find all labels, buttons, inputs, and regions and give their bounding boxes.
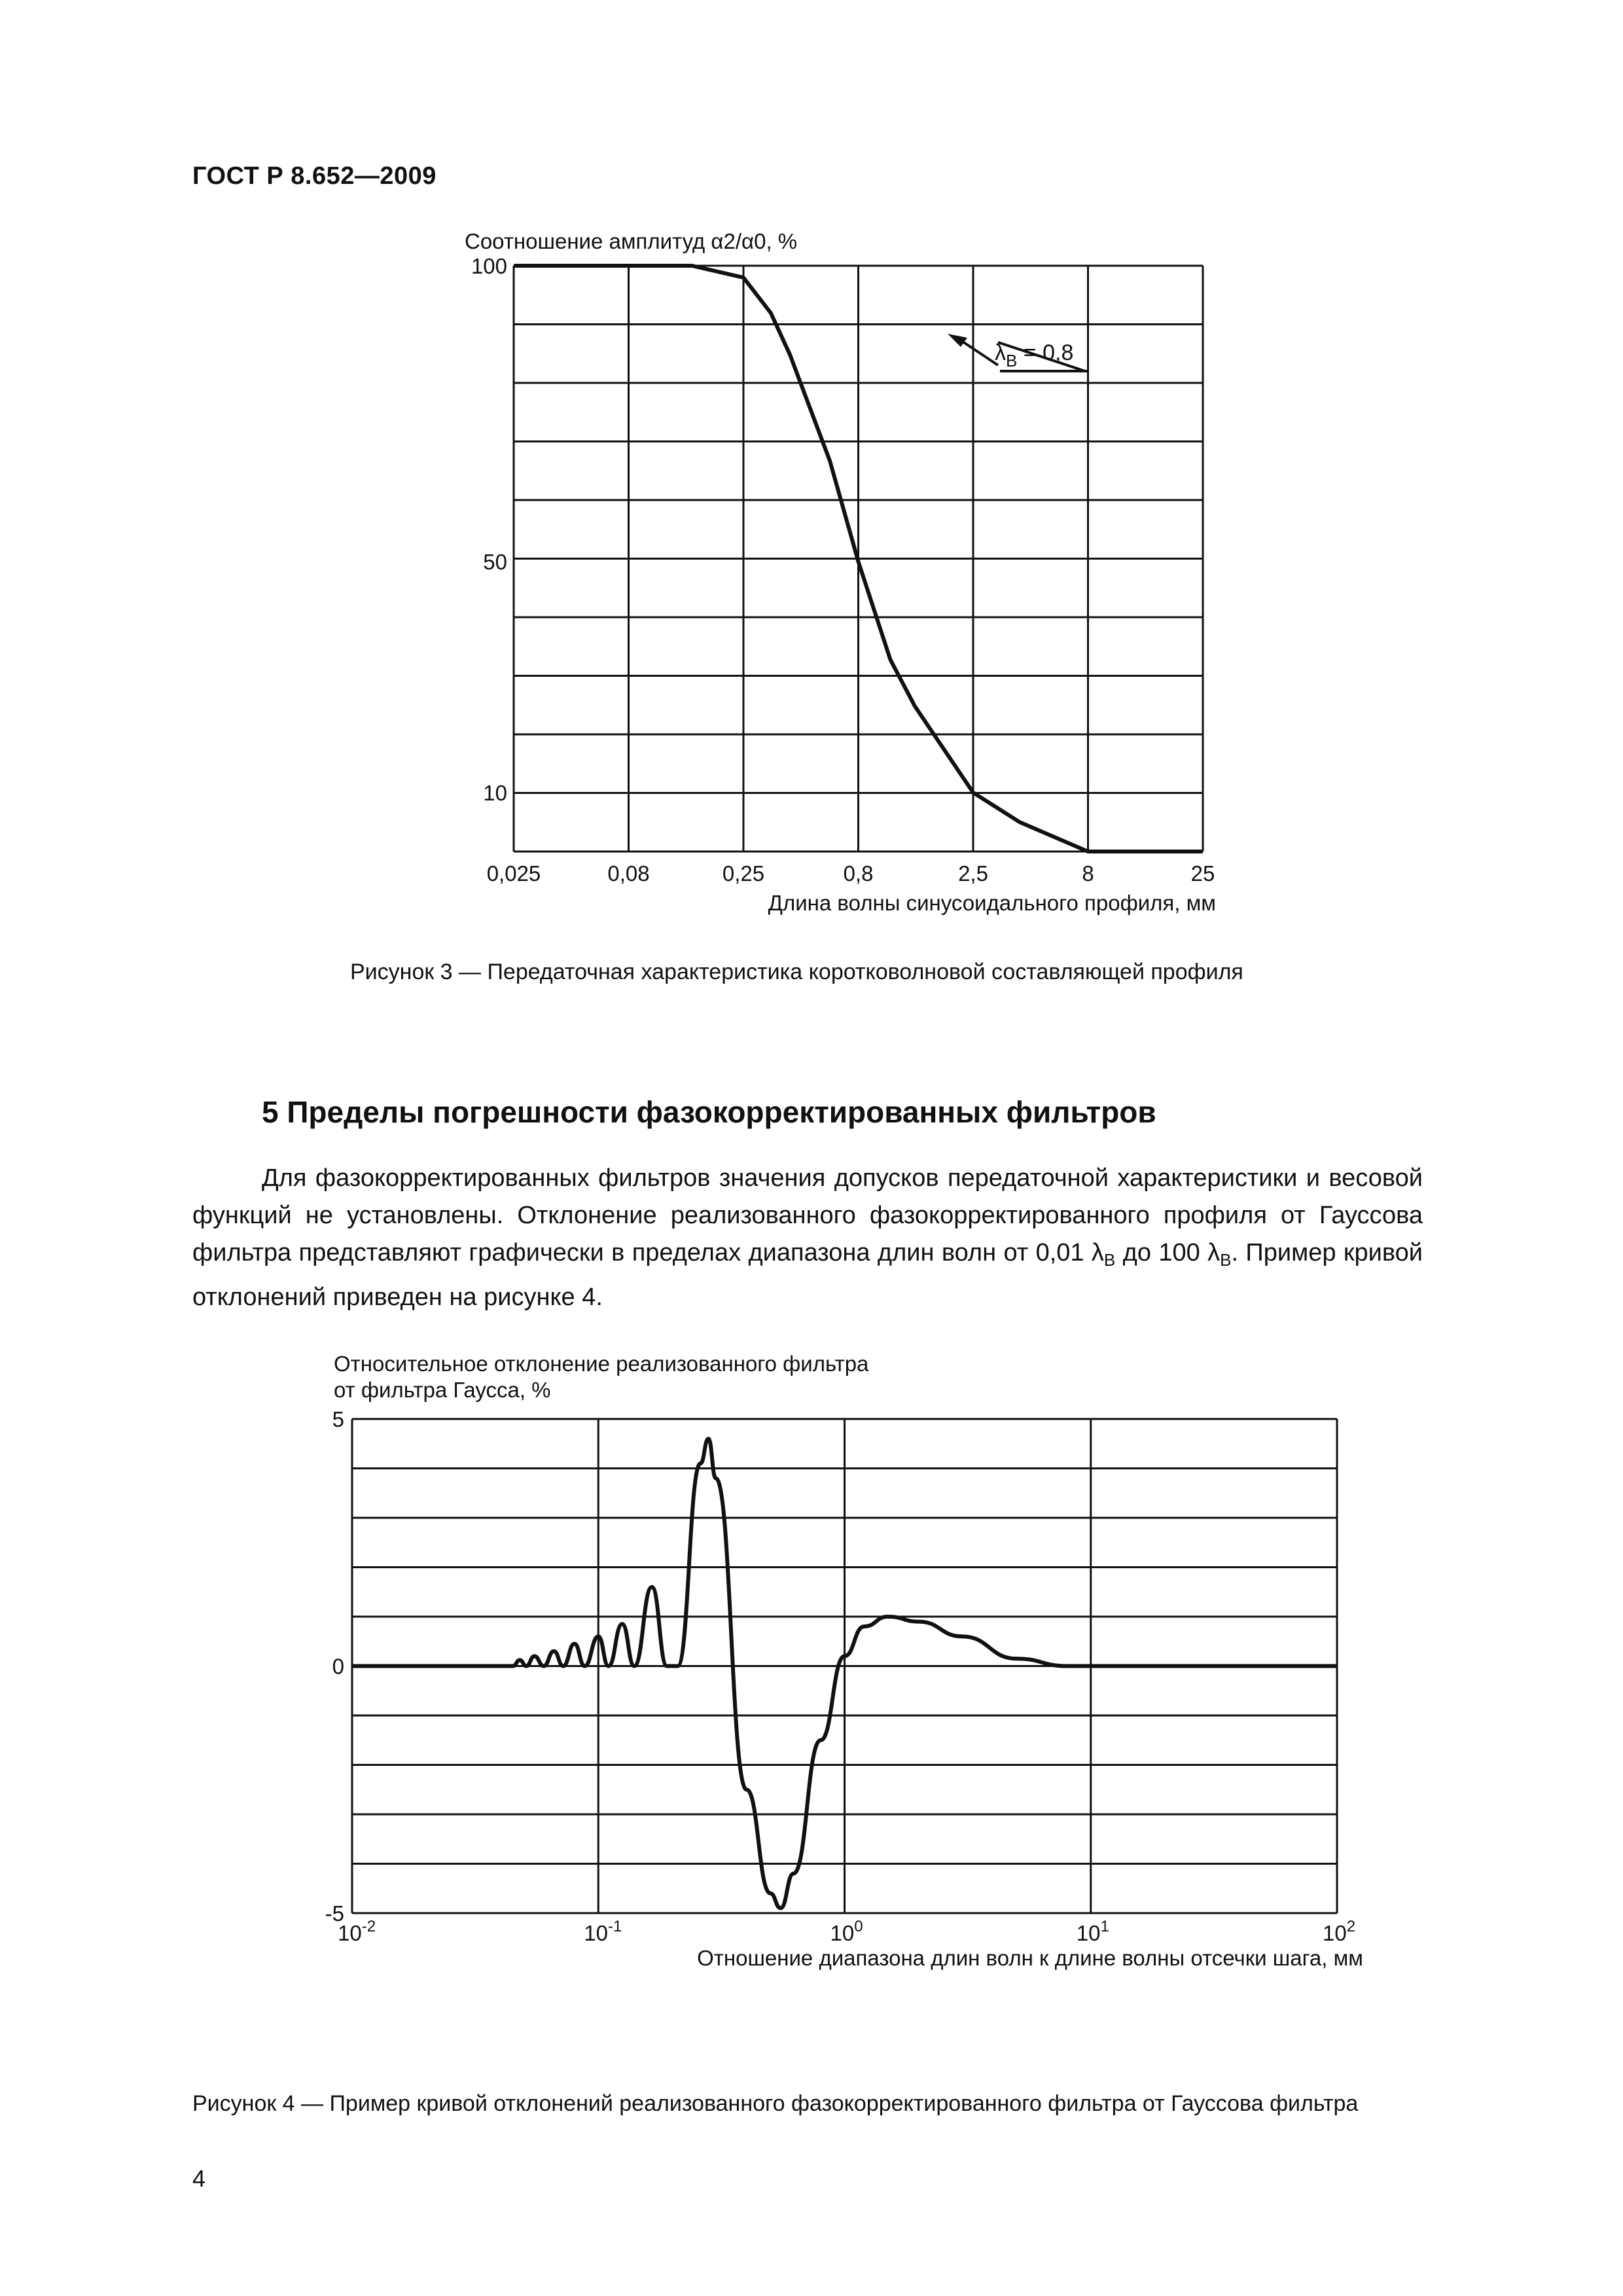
- x-axis-label: Длина волны синусоидального профиля, мм: [768, 891, 1216, 915]
- x-axis-label: Отношение диапазона длин волн к длине волны отсечки шага, мм: [697, 1946, 1363, 1970]
- x-tick-label: [830, 1918, 863, 1945]
- x-tick-base: 10: [1076, 1921, 1101, 1945]
- x-tick-base: 10: [338, 1921, 362, 1945]
- x-tick-label: 0,025: [486, 861, 541, 886]
- section-heading: 5 Пределы погрешности фазокорректированных фильтров: [262, 1095, 1156, 1129]
- x-tick-label: [1077, 1918, 1109, 1945]
- annotation-value: = 0,8: [1017, 340, 1074, 365]
- y-tick-label: 100: [471, 254, 507, 278]
- x-tick-base: 10: [830, 1921, 855, 1945]
- y-tick-label: -5: [325, 1901, 344, 1926]
- x-tick-exponent: -1: [607, 1918, 622, 1935]
- annotation-subscript: B: [1006, 351, 1018, 370]
- paragraph-text-1: Для фазокорректированных фильтров значения допусков передаточной характеристики и весовой функций не установлены. Отклонение реализованного фазокорректированного профиля от Гауссова фильтра представляют графически в пределах диапазона длин волн от 0,01 λ: [192, 1164, 1423, 1266]
- x-tick-exponent: -2: [361, 1918, 376, 1935]
- x-tick-exponent: 2: [1346, 1918, 1356, 1935]
- y-tick-label: 5: [332, 1407, 344, 1431]
- x-tick-base: 10: [1323, 1921, 1347, 1945]
- y-tick-label: 0: [332, 1654, 344, 1679]
- annotation-arrow-shaft: [961, 340, 998, 365]
- x-tick-label: 8: [1082, 861, 1094, 886]
- x-tick-exponent: 1: [1100, 1918, 1109, 1935]
- x-tick-label: 25: [1190, 861, 1215, 886]
- x-tick-label: 2,5: [958, 861, 988, 886]
- section-paragraph: [192, 1160, 1423, 1316]
- y-axis-label-line-2: от фильтра Гаусса, %: [334, 1378, 551, 1402]
- page-number: 4: [192, 2165, 206, 2192]
- y-axis-label: Соотношение амплитуд α2/α0, %: [465, 229, 798, 253]
- annotation-arrow: [948, 334, 967, 347]
- x-tick-label: 0,8: [843, 861, 874, 886]
- paragraph-text-3: . Пример кривой отклонений приведен на рисунке 4.: [192, 1239, 1423, 1311]
- figure-4-chart: [325, 1352, 1363, 1970]
- y-axis-label: [334, 1352, 869, 1402]
- figure-3-chart: [465, 229, 1216, 915]
- x-tick-label: [1323, 1918, 1355, 1945]
- x-tick-label: [584, 1918, 622, 1945]
- x-tick-label: 0,08: [607, 861, 650, 886]
- figure-3-caption: Рисунок 3 — Передаточная характеристика коротковолновой составляющей профиля: [350, 960, 1243, 984]
- annotation-lambda: λ: [995, 340, 1006, 365]
- figure-4-caption: Рисунок 4 — Пример кривой отклонений реализованного фазокорректированного фильтра от Гауссова фильтра: [192, 2091, 1359, 2116]
- paragraph-sub-1: B: [1103, 1250, 1116, 1270]
- y-tick-label: 10: [483, 781, 507, 805]
- y-tick-label: 50: [483, 550, 507, 574]
- paragraph-sub-2: B: [1220, 1250, 1232, 1270]
- x-tick-base: 10: [584, 1921, 608, 1945]
- document-header: ГОСТ Р 8.652—2009: [192, 162, 437, 190]
- y-axis-label-line-1: Относительное отклонение реализованного фильтра: [334, 1352, 869, 1376]
- x-tick-exponent: 0: [854, 1918, 863, 1935]
- x-tick-label: 0,25: [722, 861, 765, 886]
- paragraph-text-2: до 100 λ: [1115, 1239, 1221, 1266]
